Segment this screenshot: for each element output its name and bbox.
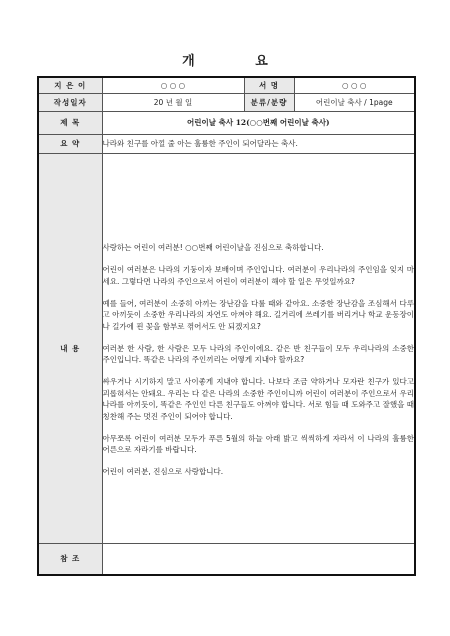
content-body <box>102 153 415 543</box>
reference-label: 참 조 <box>38 543 102 575</box>
content-paragraph: 사랑하는 어린이 여러분! ○○번째 어린이날을 진심으로 축하합니다. <box>102 243 324 252</box>
summary-form <box>37 76 416 576</box>
content-paragraph: 어린이 여러분, 진심으로 사랑합니다. <box>102 467 224 476</box>
subject-label: 제 목 <box>38 111 102 134</box>
content-label: 내 용 <box>38 153 102 543</box>
author-value: ○ ○ ○ <box>102 77 244 93</box>
reference-value <box>102 543 415 575</box>
date-label: 작성일자 <box>38 93 102 111</box>
summary-value: 나라와 친구를 아낄 줄 아는 훌륭한 주인이 되어달라는 축사. <box>102 134 415 153</box>
content-paragraph: 어린이 여러분은 나라의 기둥이자 보배이며 주인입니다. 여러분이 우리나라의 주인임을 잊지 마세요. 그렇다면 나라의 주인으로서 어린이 여러분이 해야 할 일은 무엇일까요? <box>102 265 414 286</box>
content-paragraph: 여러분 한 사람, 한 사람은 모두 나라의 주인이에요. 같은 반 친구들이 모두 우리나라의 소중한 주인입니다. 똑같은 나라의 주인끼리는 어떻게 지내야 할까요? <box>102 343 414 364</box>
subject-value: 어린이날 축사 12(○○번째 어린이날 축사) <box>102 111 415 134</box>
category-label: 분류/분량 <box>244 93 294 111</box>
signature-value: ○ ○ ○ <box>294 77 415 93</box>
content-paragraph: 싸우거나 시기하지 말고 사이좋게 지내야 합니다. 나보다 조금 약하거나 모자란 친구가 있다고 괴롭혀서는 안돼요. 우리는 다 같은 나라의 소중한 주인이니까 어린이 여러분이 주인으로서 우리나라를 아끼듯이, 똑같은 주인인 다른 친구들도 아껴야 합니다. 서로 힘들 때 도와주고 잘했을 때 칭찬해 주는 멋진 주인이 되어야 합니다. <box>102 377 414 421</box>
signature-label: 서 명 <box>244 77 294 93</box>
page-title: 개 요 <box>182 54 296 69</box>
content-paragraph: 예를 들어, 여러분이 소중히 아끼는 장난감을 다룰 때와 같아요. 소중한 장난감을 조심해서 다루고 아끼듯이 소중한 우리나라의 자연도 아껴야 해요. 길거리에 쓰레기를 버리거나 학교 운동장이나 길가에 핀 꽃을 함부로 꺾어서도 안 되겠지요? <box>102 298 414 331</box>
content-paragraph: 아무쪼록 어린이 여러분 모두가 푸른 5월의 하늘 아래 밝고 씩씩하게 자라서 이 나라의 훌륭한 어른으로 자라기를 바랍니다. <box>102 433 414 454</box>
category-value: 어린이날 축사 / 1page <box>294 93 415 111</box>
author-label: 지 은 이 <box>38 77 102 93</box>
summary-label: 요 약 <box>38 134 102 153</box>
date-value: 20 년 월 일 <box>102 93 244 111</box>
